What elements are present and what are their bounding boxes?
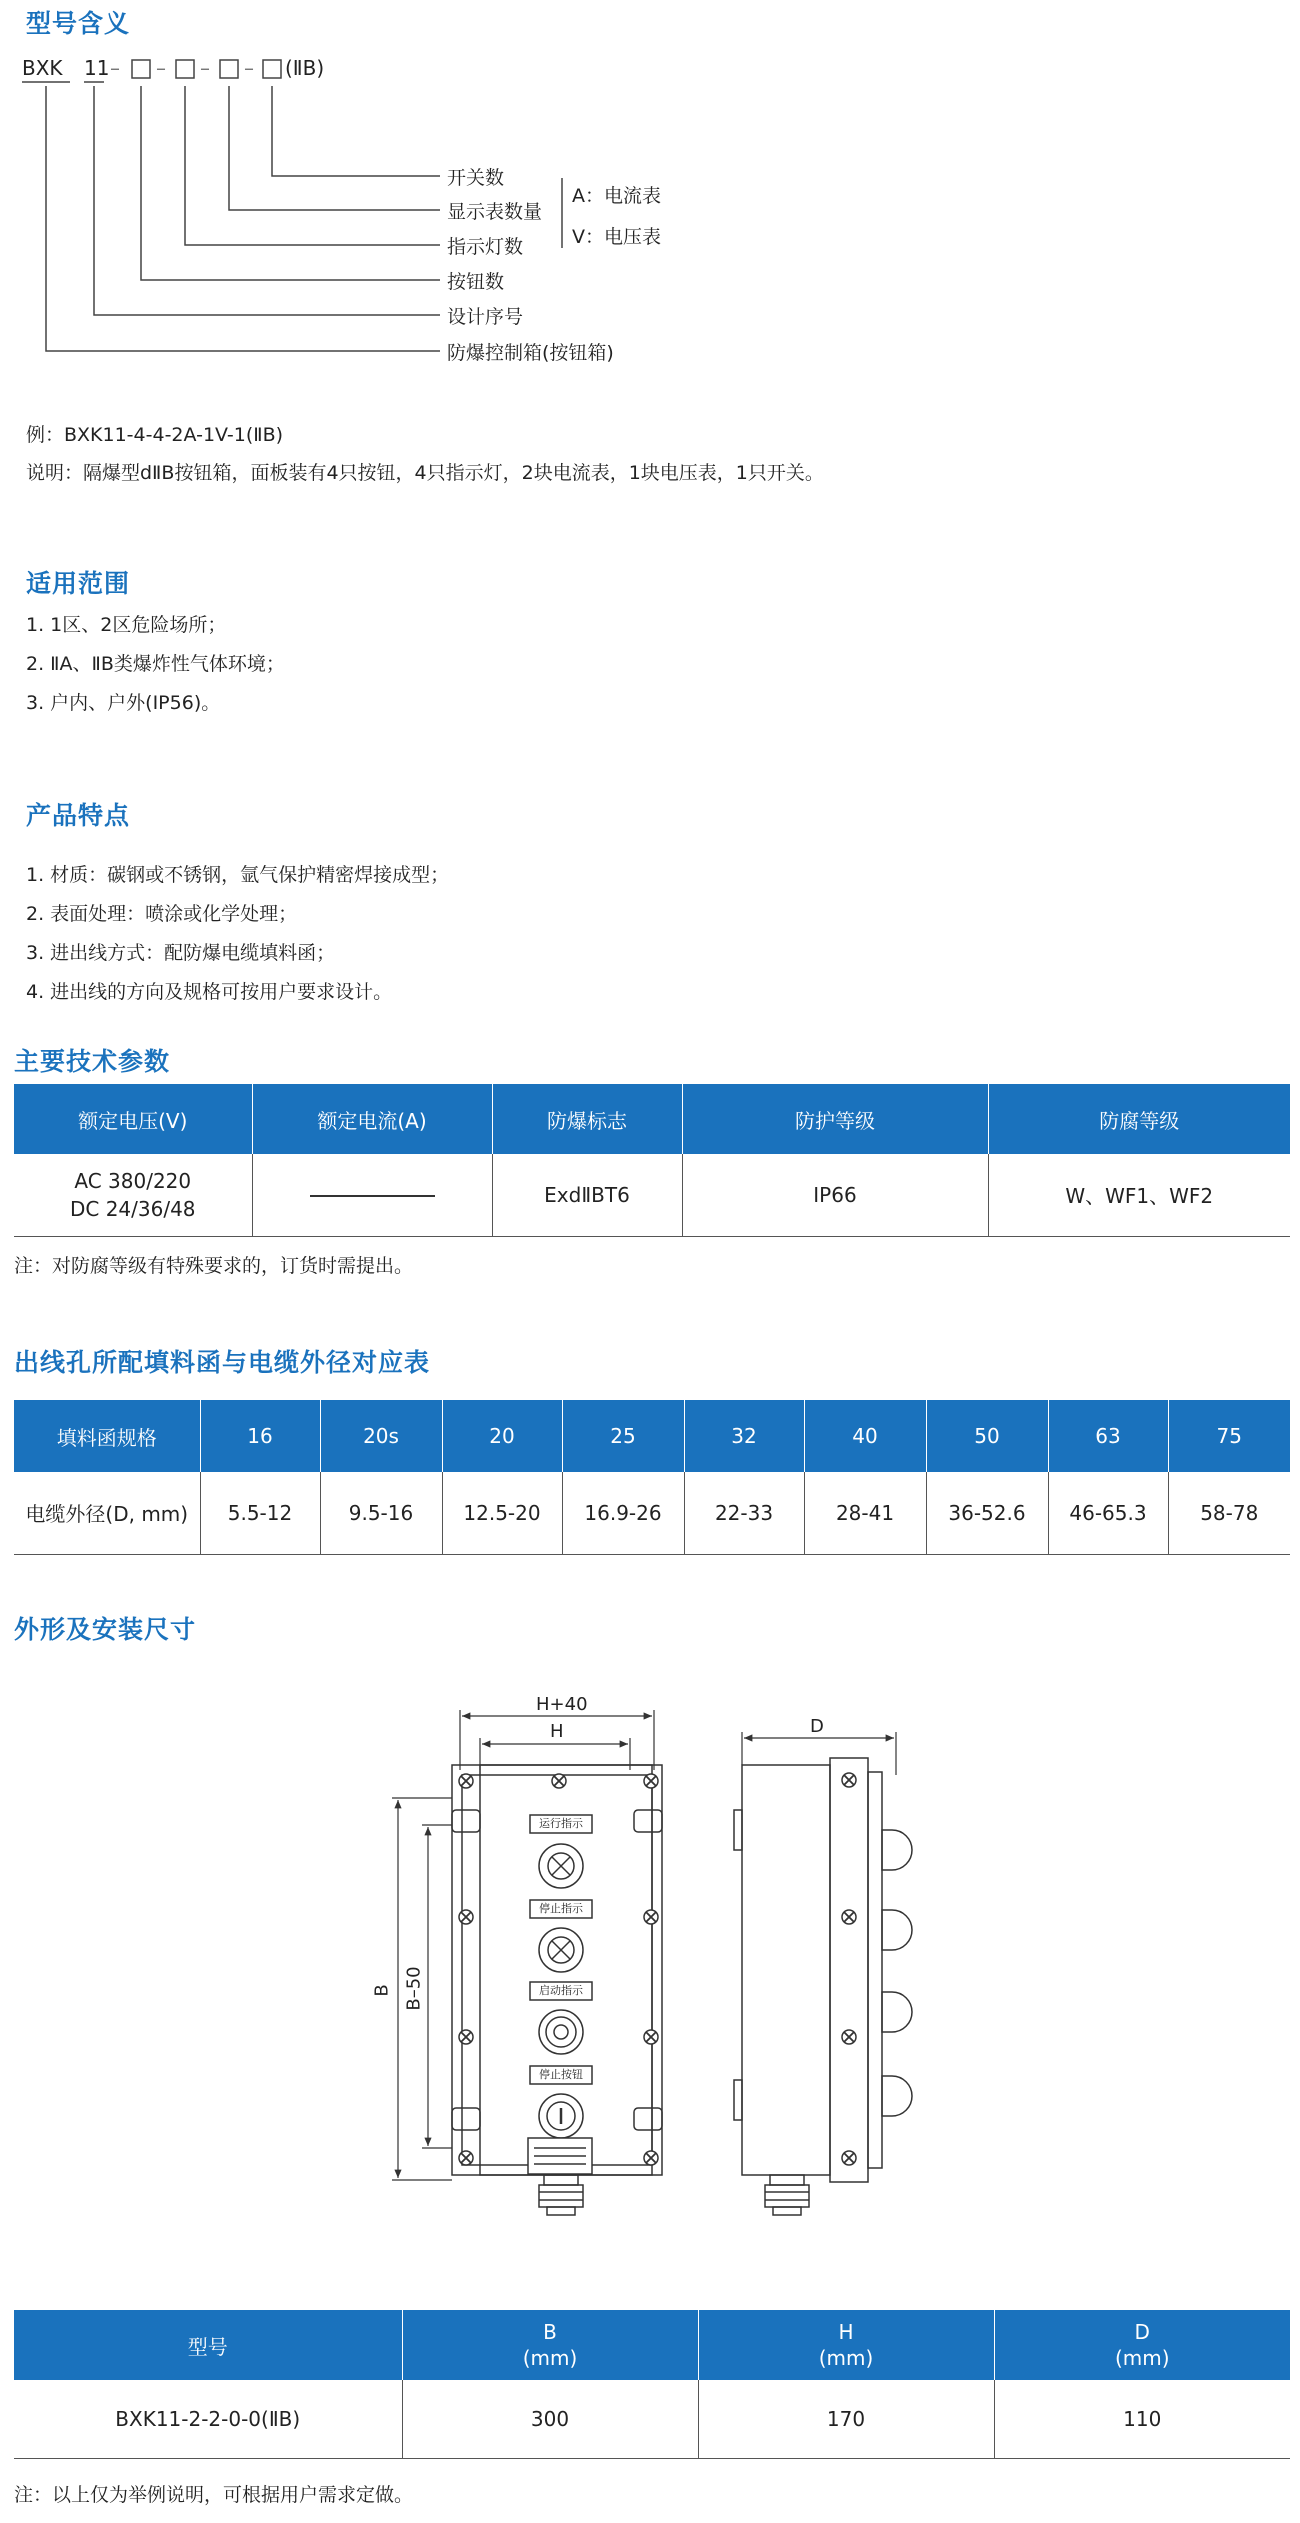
model-meaning-heading: 型号含义 xyxy=(26,9,131,38)
table-cell: 12.5-20 xyxy=(442,1472,562,1554)
label-design-no: 设计序号 xyxy=(447,306,524,328)
dimensions-table xyxy=(14,2310,1290,2459)
panel-label-run: 运行指示 xyxy=(539,1817,583,1830)
table-cell: 16.9-26 xyxy=(562,1472,684,1554)
model-example: 例：BXK11-4-4-2A-1V-1(ⅡB) xyxy=(26,424,284,446)
side-view xyxy=(734,1758,912,2215)
dimension-drawing xyxy=(0,1680,1300,2260)
column-header: 额定电压(V) xyxy=(14,1084,252,1154)
anticorrosion-grade-cell: W、WF1、WF2 xyxy=(988,1154,1290,1236)
code-dash: – xyxy=(200,56,210,80)
column-header: 额定电流(A) xyxy=(252,1084,492,1154)
column-header: 50 xyxy=(926,1400,1048,1472)
dim-h: H xyxy=(550,1721,564,1742)
table-row xyxy=(14,2380,1290,2458)
b-cell: 300 xyxy=(402,2380,698,2458)
dimensions-note: 注：以上仅为举例说明，可根据用户需求定做。 xyxy=(14,2484,414,2506)
code-series: 11 xyxy=(84,56,110,80)
h-cell: 170 xyxy=(698,2380,994,2458)
code-prefix: BXK xyxy=(22,56,63,80)
column-header: 16 xyxy=(200,1400,320,1472)
panel-label-stop-button: 停止按钮 xyxy=(539,2068,583,2081)
list-item: 3. 户内、户外(IP56)。 xyxy=(26,692,221,714)
table-cell: 36-52.6 xyxy=(926,1472,1048,1554)
list-item: 1. 材质：碳钢或不锈钢，氩气保护精密焊接成型； xyxy=(26,864,450,886)
list-item: 4. 进出线的方向及规格可按用户要求设计。 xyxy=(26,981,393,1003)
column-header: 填料函规格 xyxy=(14,1400,200,1472)
column-header-d xyxy=(994,2310,1290,2380)
rated-voltage-dc: DC 24/36/48 xyxy=(69,1196,196,1221)
column-header: 型号 xyxy=(14,2310,402,2380)
meter-type-voltmeter: V：电压表 xyxy=(572,226,661,248)
table-cell: 9.5-16 xyxy=(320,1472,442,1554)
model-cell: BXK11-2-2-0-0(ⅡB) xyxy=(14,2380,402,2458)
row-label: 电缆外径(D, mm) xyxy=(14,1472,200,1554)
cable-gland-table xyxy=(14,1400,1290,1555)
table-cell: 22-33 xyxy=(684,1472,804,1554)
code-dash: – xyxy=(156,56,166,80)
code-dash: – xyxy=(244,56,254,80)
rated-voltage-cell xyxy=(14,1154,252,1236)
header-unit: (mm) xyxy=(1114,2346,1170,2370)
explosion-mark-cell: ExdⅡBT6 xyxy=(492,1154,682,1236)
label-meter-count: 显示表数量 xyxy=(447,201,543,223)
tech-params-heading: 主要技术参数 xyxy=(14,1047,171,1076)
dim-b-minus-50: B–50 xyxy=(403,1966,425,2011)
table-row xyxy=(14,1154,1290,1236)
column-header: 20 xyxy=(442,1400,562,1472)
model-explanation: 说明：隔爆型dⅡB按钮箱，面板装有4只按钮，4只指示灯，2块电流表，1块电压表，1只开关。 xyxy=(26,462,824,484)
dimensions-heading: 外形及安装尺寸 xyxy=(14,1615,197,1644)
protection-grade-cell: IP66 xyxy=(682,1154,988,1236)
header-unit: (mm) xyxy=(818,2346,874,2370)
d-cell: 110 xyxy=(994,2380,1290,2458)
column-header: 防爆标志 xyxy=(492,1084,682,1154)
label-product-type: 防爆控制箱(按钮箱) xyxy=(447,342,614,364)
panel-label-stop-indicator: 停止指示 xyxy=(539,1902,583,1915)
rated-current-cell xyxy=(252,1154,492,1236)
label-switch-count: 开关数 xyxy=(447,167,505,189)
scope-heading: 适用范围 xyxy=(26,569,131,598)
cable-table-heading: 出线孔所配填料函与电缆外径对应表 xyxy=(14,1348,431,1377)
table-row xyxy=(14,1472,1290,1554)
column-header-h xyxy=(698,2310,994,2380)
list-item: 2. ⅡA、ⅡB类爆炸性气体环境； xyxy=(26,653,285,675)
list-item: 3. 进出线方式：配防爆电缆填料函； xyxy=(26,942,336,964)
label-button-count: 按钮数 xyxy=(447,271,505,293)
header-unit: (mm) xyxy=(522,2346,578,2370)
column-header: 63 xyxy=(1048,1400,1168,1472)
column-header: 20s xyxy=(320,1400,442,1472)
header-b-label: B xyxy=(543,2320,557,2344)
table-cell: 58-78 xyxy=(1168,1472,1290,1554)
code-dash: – xyxy=(110,56,120,80)
column-header: 75 xyxy=(1168,1400,1290,1472)
column-header: 防腐等级 xyxy=(988,1084,1290,1154)
meter-type-ammeter: A：电流表 xyxy=(572,185,661,207)
header-h-label: H xyxy=(838,2320,854,2344)
label-indicator-count: 指示灯数 xyxy=(447,236,524,258)
tech-params-table xyxy=(14,1084,1290,1237)
column-header: 40 xyxy=(804,1400,926,1472)
dim-b: B xyxy=(371,1984,393,1997)
dim-d: D xyxy=(810,1716,824,1737)
table-cell: 28-41 xyxy=(804,1472,926,1554)
tech-params-note: 注：对防腐等级有特殊要求的，订货时需提出。 xyxy=(14,1255,414,1277)
column-header: 32 xyxy=(684,1400,804,1472)
dim-h-plus-40: H+40 xyxy=(536,1694,588,1715)
header-d-label: D xyxy=(1134,2320,1150,2344)
features-heading: 产品特点 xyxy=(26,801,131,830)
list-item: 2. 表面处理：喷涂或化学处理； xyxy=(26,903,298,925)
table-cell: 5.5-12 xyxy=(200,1472,320,1554)
rated-voltage-ac: AC 380/220 xyxy=(74,1168,192,1193)
column-header: 防护等级 xyxy=(682,1084,988,1154)
empty-value-dash xyxy=(310,1195,435,1197)
column-header-b xyxy=(402,2310,698,2380)
code-gas-group: (ⅡB) xyxy=(285,56,325,80)
table-cell: 46-65.3 xyxy=(1048,1472,1168,1554)
list-item: 1. 1区、2区危险场所； xyxy=(26,614,227,636)
column-header: 25 xyxy=(562,1400,684,1472)
panel-label-start-indicator: 启动指示 xyxy=(539,1984,583,1997)
